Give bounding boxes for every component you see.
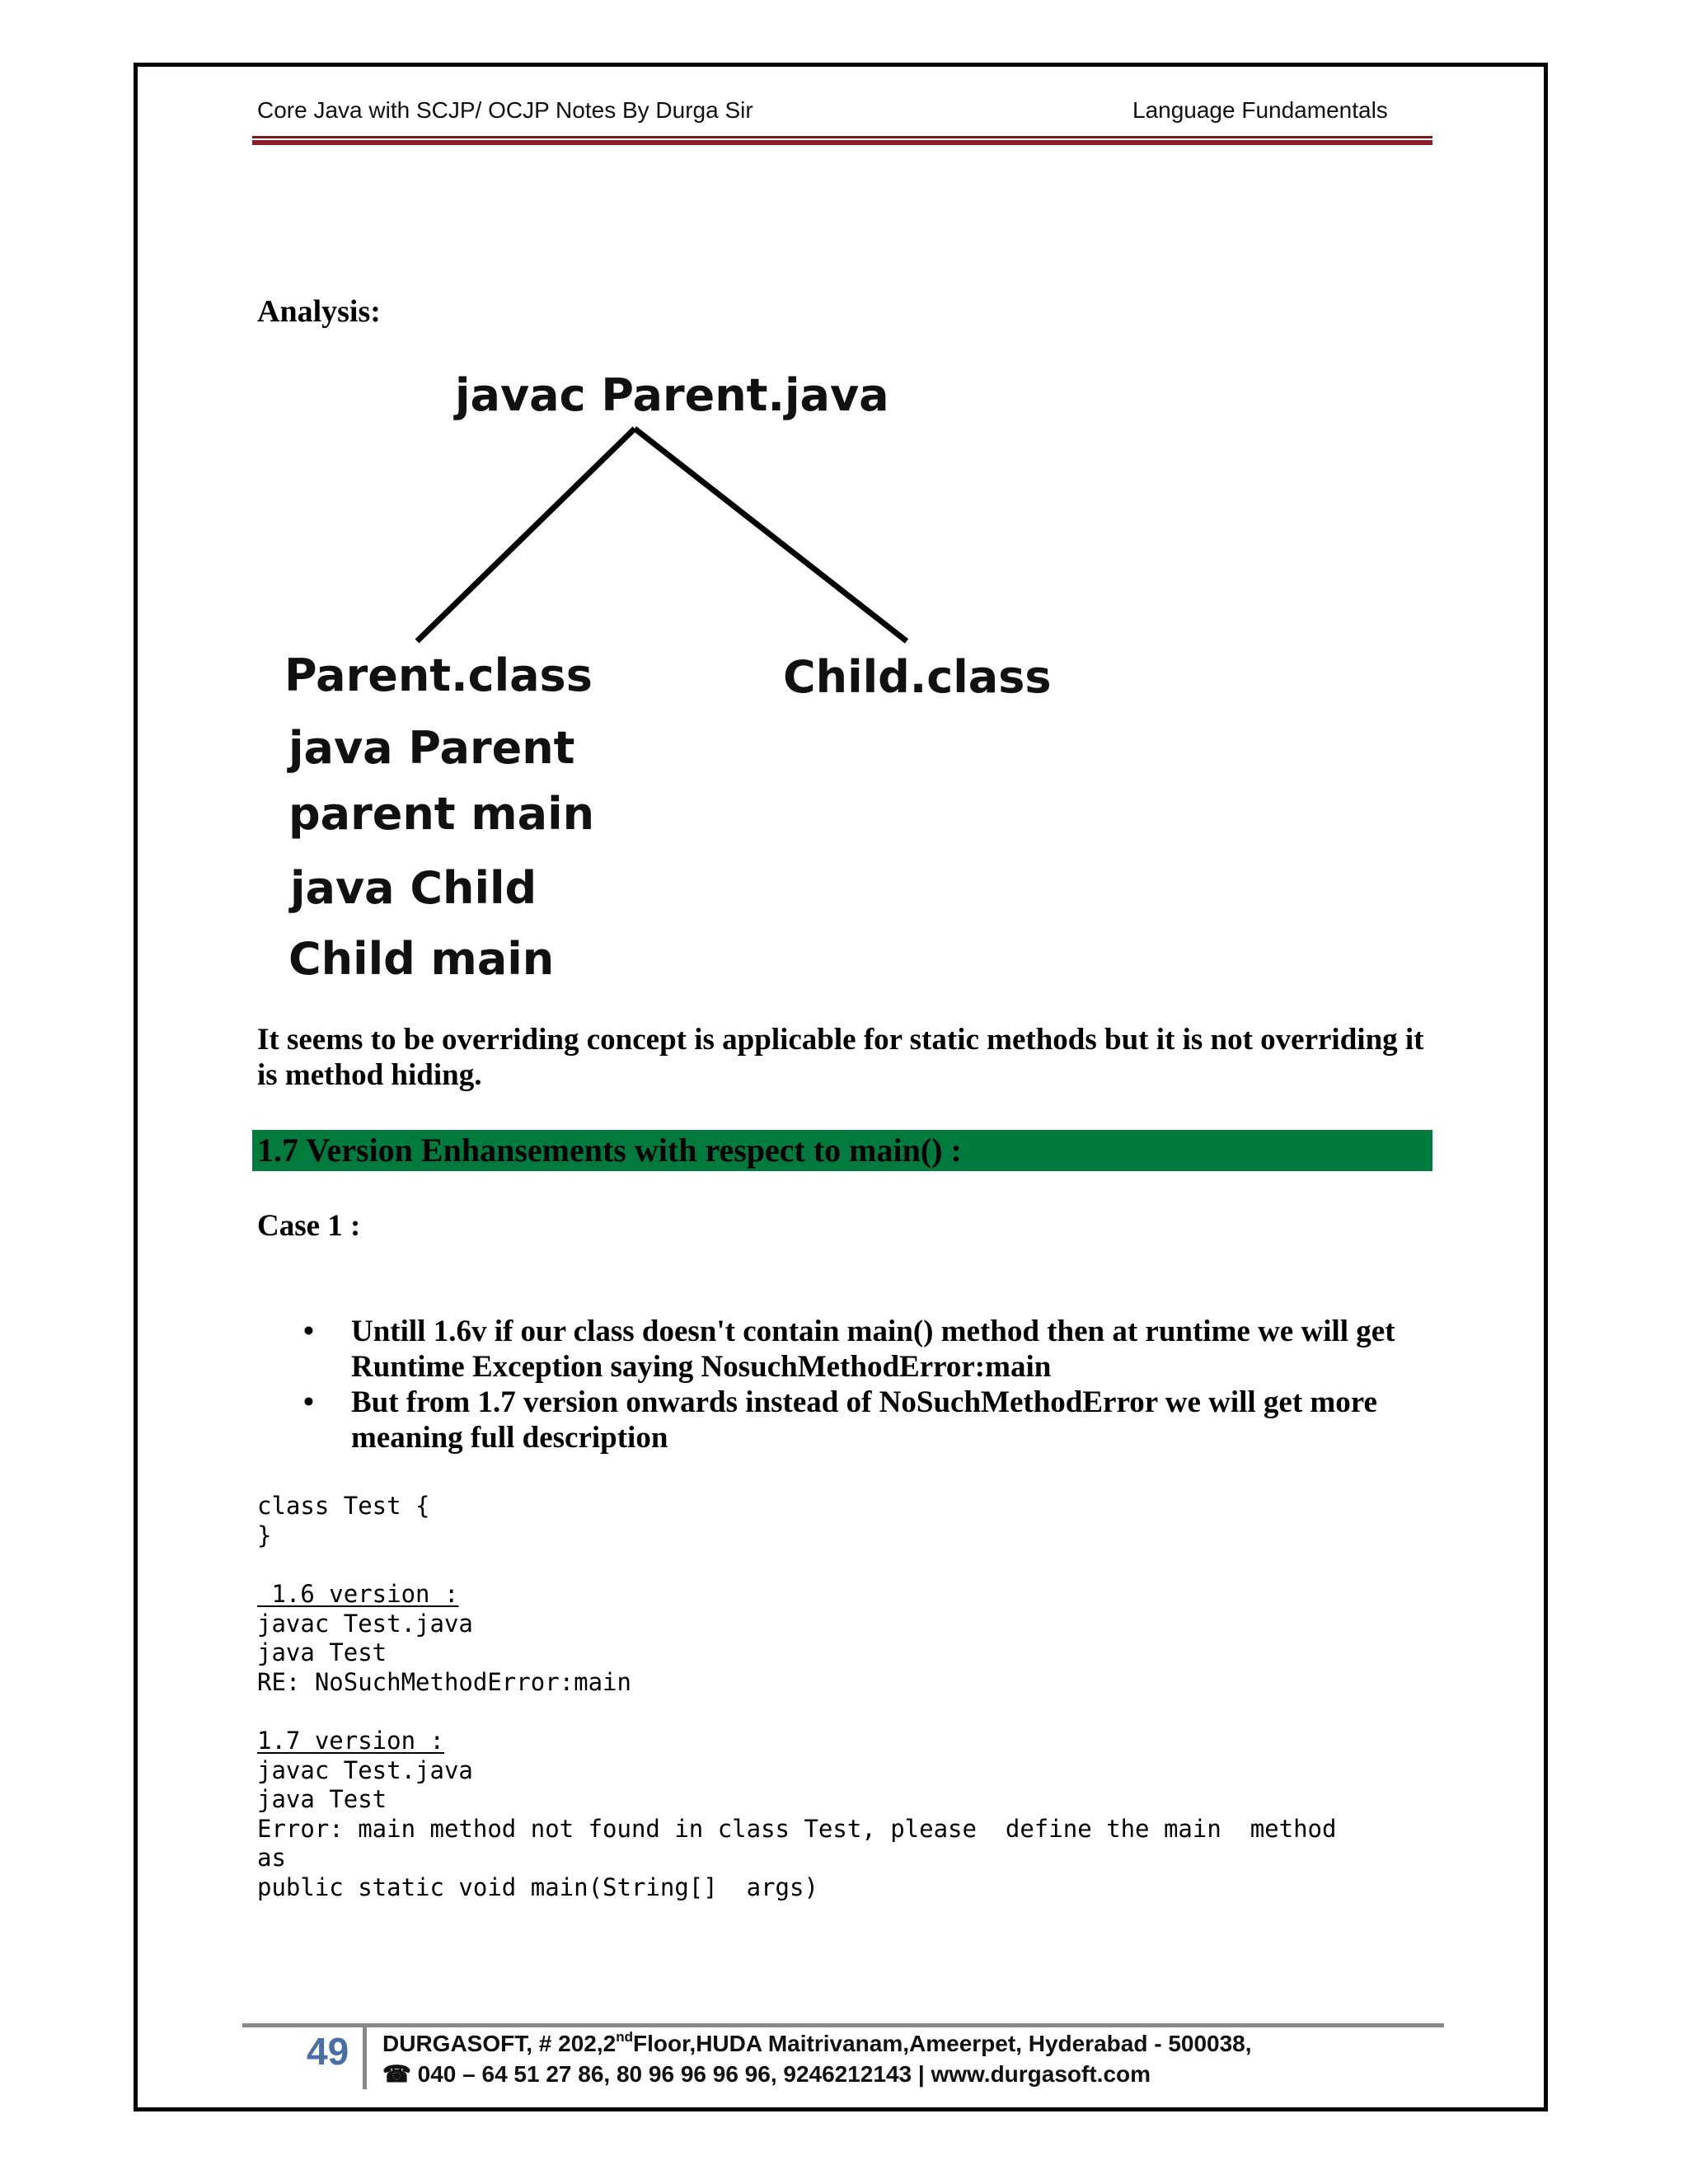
code-heading: 1.7 version : bbox=[257, 1727, 444, 1755]
footer-rule bbox=[242, 2023, 1444, 2027]
diagram-line: java Parent bbox=[288, 722, 575, 774]
diagram-line: java Child bbox=[290, 862, 537, 914]
bullet-list bbox=[297, 1314, 1434, 1455]
tree-branch-right bbox=[635, 429, 907, 641]
bullet-text: Untill 1.6v if our class doesn't contain main() method then at runtime we will get Runtime Exception saying NosuchMethodError:main bbox=[351, 1315, 1395, 1384]
explanation-paragraph: It seems to be overriding concept is applicable for static methods but it is not overriding it is method hiding. bbox=[257, 1023, 1424, 1092]
tree-branch-left bbox=[417, 429, 635, 641]
footer-address: DURGASOFT, # 202,2ndFloor,HUDA Maitrivanam,Ameerpet, Hyderabad - 500038, bbox=[382, 2029, 1252, 2056]
footer-contact: ☎ 040 – 64 51 27 86, 80 96 96 96 96, 9246212143 | www.durgasoft.com bbox=[382, 2061, 1151, 2087]
code-line: RE: NoSuchMethodError:main bbox=[257, 1667, 631, 1696]
code-line: class Test { bbox=[257, 1492, 430, 1520]
diagram-line: Child main bbox=[288, 933, 555, 985]
header-chapter: Language Fundamentals bbox=[1132, 97, 1388, 123]
bullet-icon: • bbox=[303, 1315, 314, 1348]
list-item bbox=[297, 1314, 1434, 1385]
compile-tree-diagram bbox=[0, 0, 1688, 989]
code-line: } bbox=[257, 1521, 272, 1549]
code-line: javac Test.java bbox=[257, 1755, 473, 1784]
page-number: 49 bbox=[307, 2030, 349, 2073]
list-item bbox=[297, 1385, 1434, 1455]
diagram-left-child: Parent.class bbox=[284, 649, 593, 701]
bullet-text: But from 1.7 version onwards instead of NoSuchMethodError we will get more meaning full description bbox=[351, 1385, 1377, 1455]
code-line: javac Test.java bbox=[257, 1609, 473, 1638]
code-line: java Test bbox=[257, 1785, 387, 1813]
code-block-class bbox=[257, 1492, 430, 1550]
footer-divider bbox=[363, 2027, 367, 2089]
code-line: java Test bbox=[257, 1638, 387, 1666]
case-label: Case 1 : bbox=[257, 1209, 361, 1243]
diagram-line: parent main bbox=[288, 788, 595, 840]
code-line: as bbox=[257, 1844, 286, 1872]
code-line: public static void main(String[] args) bbox=[257, 1872, 818, 1901]
diagram-right-child: Child.class bbox=[783, 651, 1052, 703]
diagram-root: javac Parent.java bbox=[455, 369, 889, 421]
code-block-v17 bbox=[257, 1727, 1336, 1902]
analysis-label: Analysis: bbox=[257, 294, 381, 329]
bullet-icon: • bbox=[303, 1385, 314, 1419]
section-banner-title: 1.7 Version Enhansements with respect to main() : bbox=[257, 1132, 962, 1169]
code-block-v16 bbox=[257, 1580, 631, 1697]
code-line: Error: main method not found in class Test, please define the main method bbox=[257, 1814, 1337, 1843]
header-title: Core Java with SCJP/ OCJP Notes By Durga Sir bbox=[257, 97, 753, 123]
code-heading: 1.6 version : bbox=[257, 1580, 459, 1608]
